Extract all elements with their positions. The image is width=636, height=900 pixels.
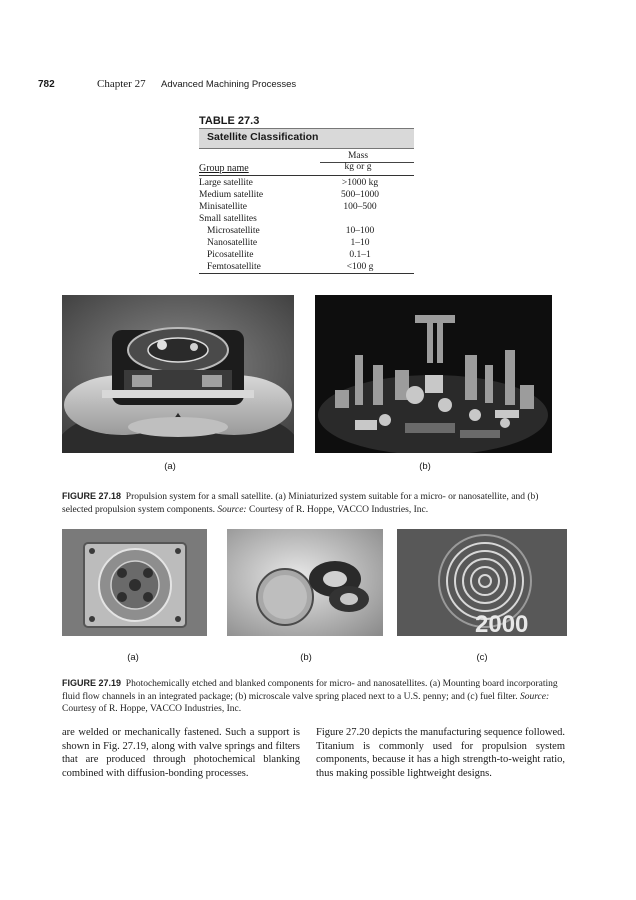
figure-19b-label: (b)	[300, 652, 312, 663]
table-row	[199, 237, 414, 249]
row-name: Microsatellite	[207, 226, 260, 236]
figure-18-source-label: Source:	[217, 504, 247, 515]
row-name: Minisatellite	[199, 202, 248, 212]
table-row	[199, 225, 414, 237]
section-title: Advanced Machining Processes	[161, 79, 297, 90]
figure-19-source-text: Courtesy of R. Hoppe, VACCO Industries, Inc.	[62, 704, 242, 714]
fuel-filter-image	[397, 529, 567, 636]
row-name: Picosatellite	[207, 250, 254, 260]
table-row	[199, 213, 414, 225]
figure-19c-photo	[397, 529, 567, 636]
group-name-header: Group name	[199, 163, 249, 174]
figure-19-source-label: Source:	[519, 691, 550, 702]
propulsion-components-image	[315, 295, 552, 453]
figure-19a-photo	[62, 529, 207, 636]
table-body	[199, 177, 414, 273]
body-paragraph-left: are welded or mechanically fastened. Such a support is shown in Fig. 27.19, along with valve springs and filters that are produced through photochemical blanking combined with diffusion-bonding processes.	[62, 727, 300, 779]
row-mass: 10–100	[345, 226, 375, 236]
table-row	[199, 201, 414, 213]
figure-18-caption-text: Propulsion system for a small satellite. (a) Miniaturized system suitable for a micro- or nanosatellite, and (b) selected propulsion system components.	[62, 492, 539, 515]
row-mass: <100 g	[346, 262, 374, 272]
figure-18a-photo	[62, 295, 294, 453]
row-name: Large satellite	[199, 178, 253, 188]
figure-19a-label: (a)	[127, 652, 139, 663]
row-mass: 100–500	[343, 202, 377, 212]
valve-spring-and-penny-image	[227, 529, 383, 636]
figure-18-id: FIGURE 27.18	[62, 491, 122, 501]
figure-18-caption	[62, 490, 556, 516]
figure-19-caption-text: Photochemically etched and blanked components for micro- and nanosatellites. (a) Mounting board incorporating fluid flow channels in an integrated package; (b) microscale valve spring placed next to a U.S. penny; and (c) fuel filter.	[62, 679, 558, 702]
figure-19b-photo	[227, 529, 383, 636]
row-name: Medium satellite	[199, 190, 264, 200]
table-row	[199, 261, 414, 273]
table-row	[199, 249, 414, 261]
row-name: Nanosatellite	[207, 238, 258, 248]
mass-header-line2: kg or g	[344, 162, 372, 172]
row-mass: 1–10	[350, 238, 370, 248]
mounting-board-image	[62, 529, 207, 636]
figure-18b-label: (b)	[419, 461, 431, 472]
figure-18-source-text: Courtesy of R. Hoppe, VACCO Industries, Inc.	[248, 504, 429, 515]
row-mass: 500–1000	[341, 190, 379, 200]
row-mass: >1000 kg	[341, 178, 379, 188]
propulsion-system-in-hands-image	[62, 295, 294, 453]
row-name: Small satellites	[199, 214, 257, 224]
coin-year-text: 2000	[475, 611, 529, 636]
row-name: Femtosatellite	[207, 262, 261, 272]
chapter-label: Chapter 27	[97, 78, 146, 90]
figure-18b-photo	[315, 295, 552, 453]
figure-19c-label: (c)	[476, 652, 488, 663]
table-row	[199, 189, 414, 201]
table-row	[199, 177, 414, 189]
body-paragraph-right: Figure 27.20 depicts the manufacturing sequence followed. Titanium is commonly used for propulsion system components, because it has a high strength-to-weight ratio, thus making possible lightweight designs.	[316, 727, 566, 779]
table-bottom-rule	[199, 273, 414, 274]
table-title: Satellite Classification	[207, 131, 319, 143]
figure-18a-label: (a)	[164, 461, 176, 472]
figure-19-id: FIGURE 27.19	[62, 678, 122, 688]
row-mass: 0.1–1	[349, 250, 371, 260]
mass-header-line1: Mass	[347, 151, 369, 161]
table-label: TABLE 27.3	[199, 115, 260, 127]
table-header-rule	[199, 175, 414, 176]
page-number: 782	[38, 79, 55, 90]
figure-19-caption	[62, 677, 567, 716]
